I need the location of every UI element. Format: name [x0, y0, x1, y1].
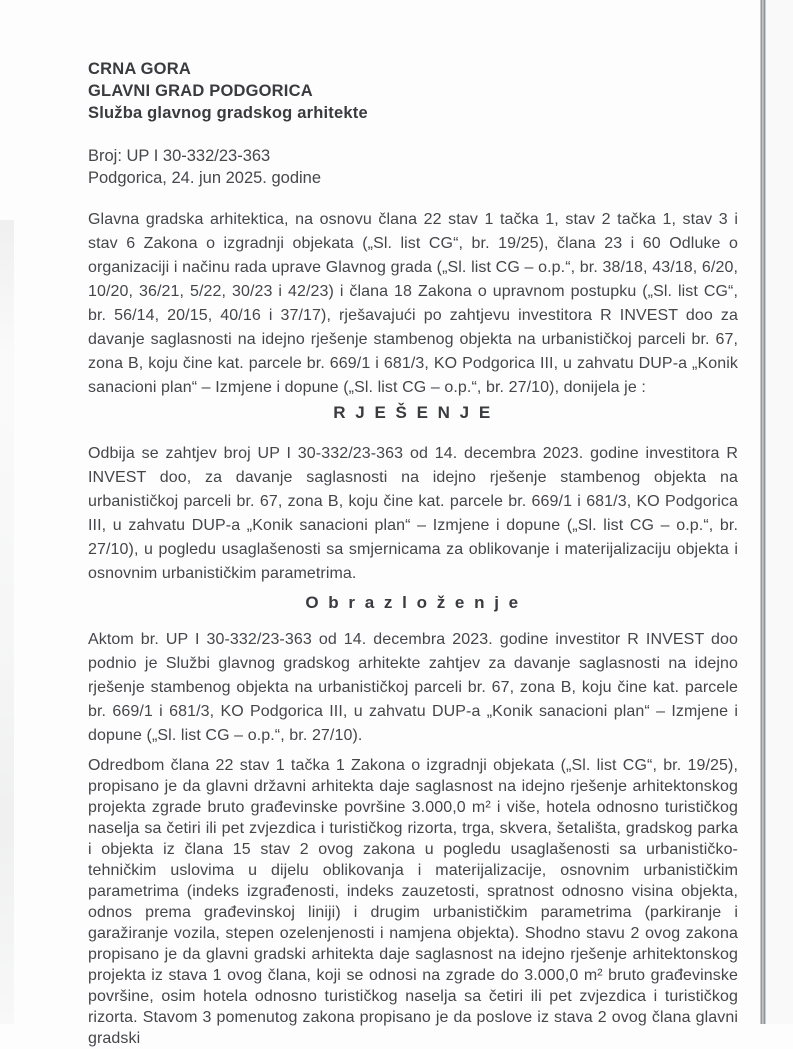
decision-heading: R J E Š E N J E — [333, 403, 493, 422]
letterhead — [88, 58, 738, 124]
document-content — [88, 58, 738, 1049]
decision-paragraph: Odbija se zahtjev broj UP I 30-332/23-363 od 14. decembra 2023. godine investitora R INVEST doo, za davanje saglasnosti na idejno rješenje stambenog objekta na urbanističkoj parceli br. 67, zona B, koju čine kat. parcele br. 669/1 i 681/3, KO Podgorica III, u zahvatu DUP-a „Konik sanacioni plan“ – Izmjene i dopune („Sl. list CG – o.p.“, br. 27/10), u pogledu usaglašenosti sa smjernicama za oblikovanje i materijalizaciju objekta i osnovnim urbanističkim parametrima. — [88, 445, 738, 582]
letterhead-country: CRNA GORA — [88, 60, 191, 78]
scan-right-margin — [766, 0, 793, 1024]
case-info — [88, 145, 738, 189]
scan-edge-line — [760, 0, 766, 1024]
letterhead-city: GLAVNI GRAD PODGORICA — [88, 82, 313, 100]
letterhead-office: Služba glavnog gradskog arhitekte — [88, 104, 368, 122]
rationale-heading: O b r a z l o ž e n j e — [305, 593, 521, 612]
rationale-paragraph-2: Odredbom člana 22 stav 1 tačka 1 Zakona o izgradnji objekata („Sl. list CG“, br. 19/25), propisano je da glavni državni arhitekta daje saglasnost na idejno rješenje arhitektonskog projekta zgrade bruto građevinske površine 3.000,0 m² i više, hotela odnosno turističkog naselja sa četiri ili pet zvjezdica i turističkog rizorta, trga, skvera, šetališta, gradskog parka i objekta iz člana 15 stav 2 ovog zakona u pogledu usaglašenosti sa urbanističko-tehničkim uslovima u dijelu oblikovanja i materijalizacije, osnovnim urbanističkim parametrima (indeks izgrađenosti, indeks zauzetosti, spratnost odnosno visina objekta, odnos prema građevinskoj liniji) i drugim urbanističkim parametrima (parkiranje i garažiranje vozila, stepen ozelenjenosti i namjena objekta). Shodno stavu 2 ovog zakona propisano je da glavni gradski arhitekta daje saglasnost na idejno rješenje arhitektonskog projekta iz stava 1 ovog člana, koji se odnosi na zgrade do 3.000,0 m² bruto građevinske površine, osim hotela odnosno turističkog naselja sa četiri ili pet zvjezdica i turističkog rizorta. Stavom 3 pomenutog zakona propisano je da poslove iz stava 2 ovog člana glavni gradski — [88, 757, 738, 1047]
place-date: Podgorica, 24. jun 2025. godine — [88, 169, 322, 187]
rationale-paragraph-1: Aktom br. UP I 30-332/23-363 od 14. decembra 2023. godine investitor R INVEST doo podnio je Službi glavnog gradskog arhitekte zahtjev za davanje saglasnosti na idejno rješenje stambenog objekta na urbanističkoj parceli br. 67, zona B, koju čine kat. parcele br. 669/1 i 681/3, KO Podgorica III, u zahvatu DUP-a „Konik sanacioni plan“ – Izmjene i dopune („Sl. list CG – o.p.“, br. 27/10). — [88, 631, 738, 744]
scan-left-smudge — [0, 220, 14, 1024]
case-number: Broj: UP I 30-332/23-363 — [88, 147, 271, 165]
intro-paragraph: Glavna gradska arhitektica, na osnovu člana 22 stav 1 tačka 1, stav 2 tačka 1, stav 3 i stav 6 Zakona o izgradnji objekata („Sl. list CG“, br. 19/25), člana 23 i 60 Odluke o organizaciji i načinu rada uprave Glavnog grada („Sl. list CG – o.p.“, br. 38/18, 43/18, 6/20, 10/20, 36/21, 5/22, 30/23 i 42/23) i člana 18 Zakona o upravnom postupku („Sl. list CG“, br. 56/14, 20/15, 40/16 i 37/17), rješavajući po zahtjevu investitora R INVEST doo za davanje saglasnosti na idejno rješenje stambenog objekta na urbanističkoj parceli br. 67, zona B, koju čine kat. parcele br. 669/1 i 681/3, KO Podgorica III, u zahvatu DUP-a „Konik sanacioni plan“ – Izmjene i dopune („Sl. list CG – o.p.“, br. 27/10), donijela je : — [88, 211, 738, 396]
